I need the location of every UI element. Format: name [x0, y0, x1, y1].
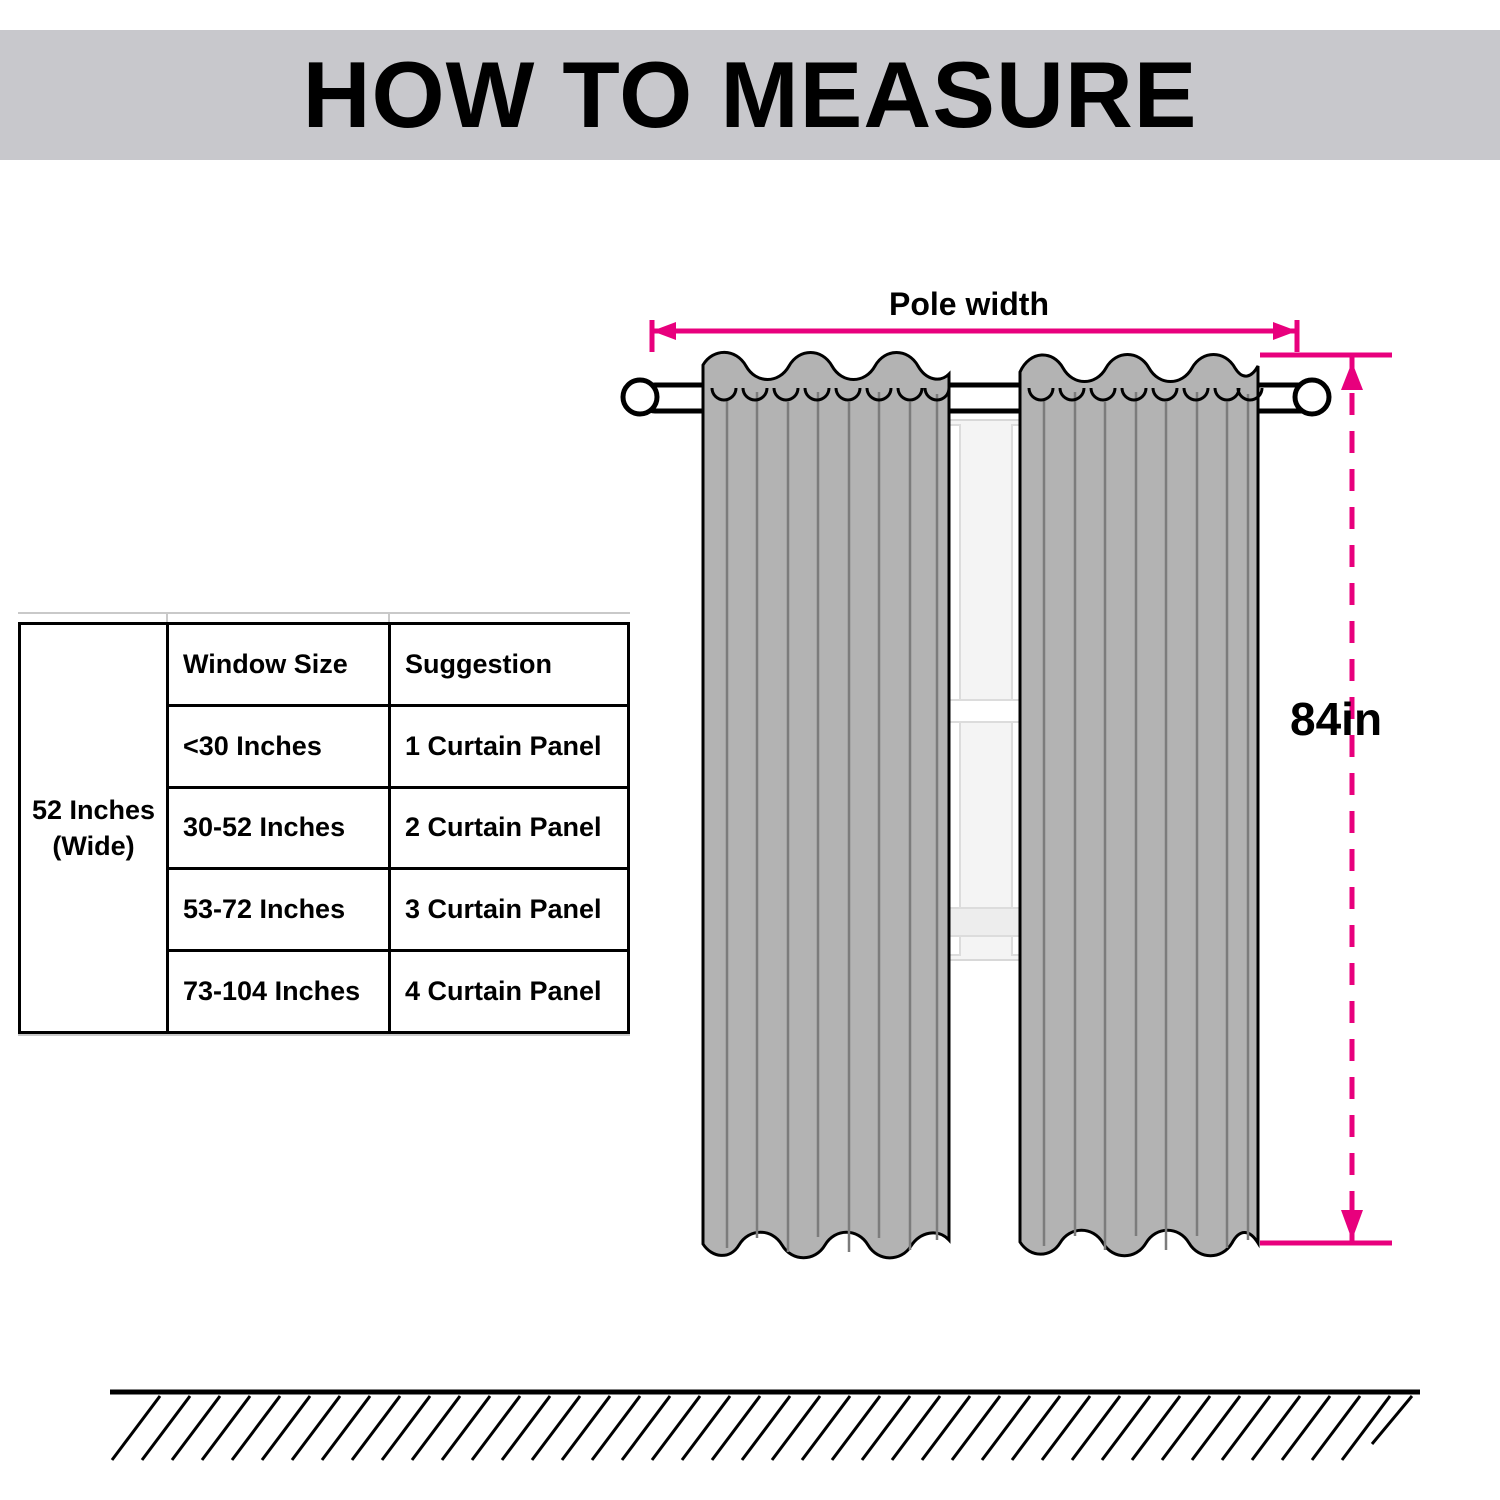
pole-width-dimension — [652, 320, 1297, 352]
guide-mark — [166, 612, 168, 622]
curtain-rod — [623, 380, 1329, 414]
table-row — [169, 870, 627, 952]
window-size-table — [18, 622, 630, 1034]
guide-mark — [388, 612, 390, 622]
header-banner — [0, 30, 1500, 160]
table-left-label — [21, 625, 169, 1031]
curtain-panel-right — [1020, 355, 1262, 1256]
table-row — [169, 707, 627, 789]
table-cell-suggestion: 3 Curtain Panel — [405, 894, 602, 925]
page-title: HOW TO MEASURE — [302, 42, 1198, 147]
table-cell-suggestion: 2 Curtain Panel — [405, 812, 602, 843]
table-cell-window-size: 53-72 Inches — [169, 870, 391, 949]
height-label: 84in — [1290, 693, 1383, 745]
table-left-label-line2: (Wide) — [52, 831, 135, 861]
table-cell-window-size: 73-104 Inches — [169, 952, 391, 1031]
table-header-suggestion: Suggestion — [405, 648, 552, 679]
curtain-grommets-right — [1029, 388, 1262, 400]
table-header-row — [169, 625, 627, 707]
table-body — [169, 625, 627, 1031]
guide-mark — [18, 1034, 630, 1036]
table-header-window-size: Window Size — [169, 625, 391, 704]
table-cell-suggestion: 1 Curtain Panel — [405, 730, 602, 761]
height-dimension — [1260, 355, 1392, 1243]
table-cell-suggestion: 4 Curtain Panel — [405, 976, 602, 1007]
window-frame — [905, 420, 1090, 960]
guide-mark — [18, 612, 630, 614]
table-row — [169, 952, 627, 1031]
table-row — [169, 789, 627, 871]
floor-hatching — [110, 1392, 1420, 1460]
curtain-grommets-left — [712, 388, 949, 400]
curtain-panel-left — [703, 352, 949, 1258]
pole-width-label: Pole width — [889, 286, 1049, 322]
table-cell-window-size: 30-52 Inches — [169, 789, 391, 868]
table-left-label-line1: 52 Inches — [31, 794, 156, 825]
table-cell-window-size: <30 Inches — [169, 707, 391, 786]
